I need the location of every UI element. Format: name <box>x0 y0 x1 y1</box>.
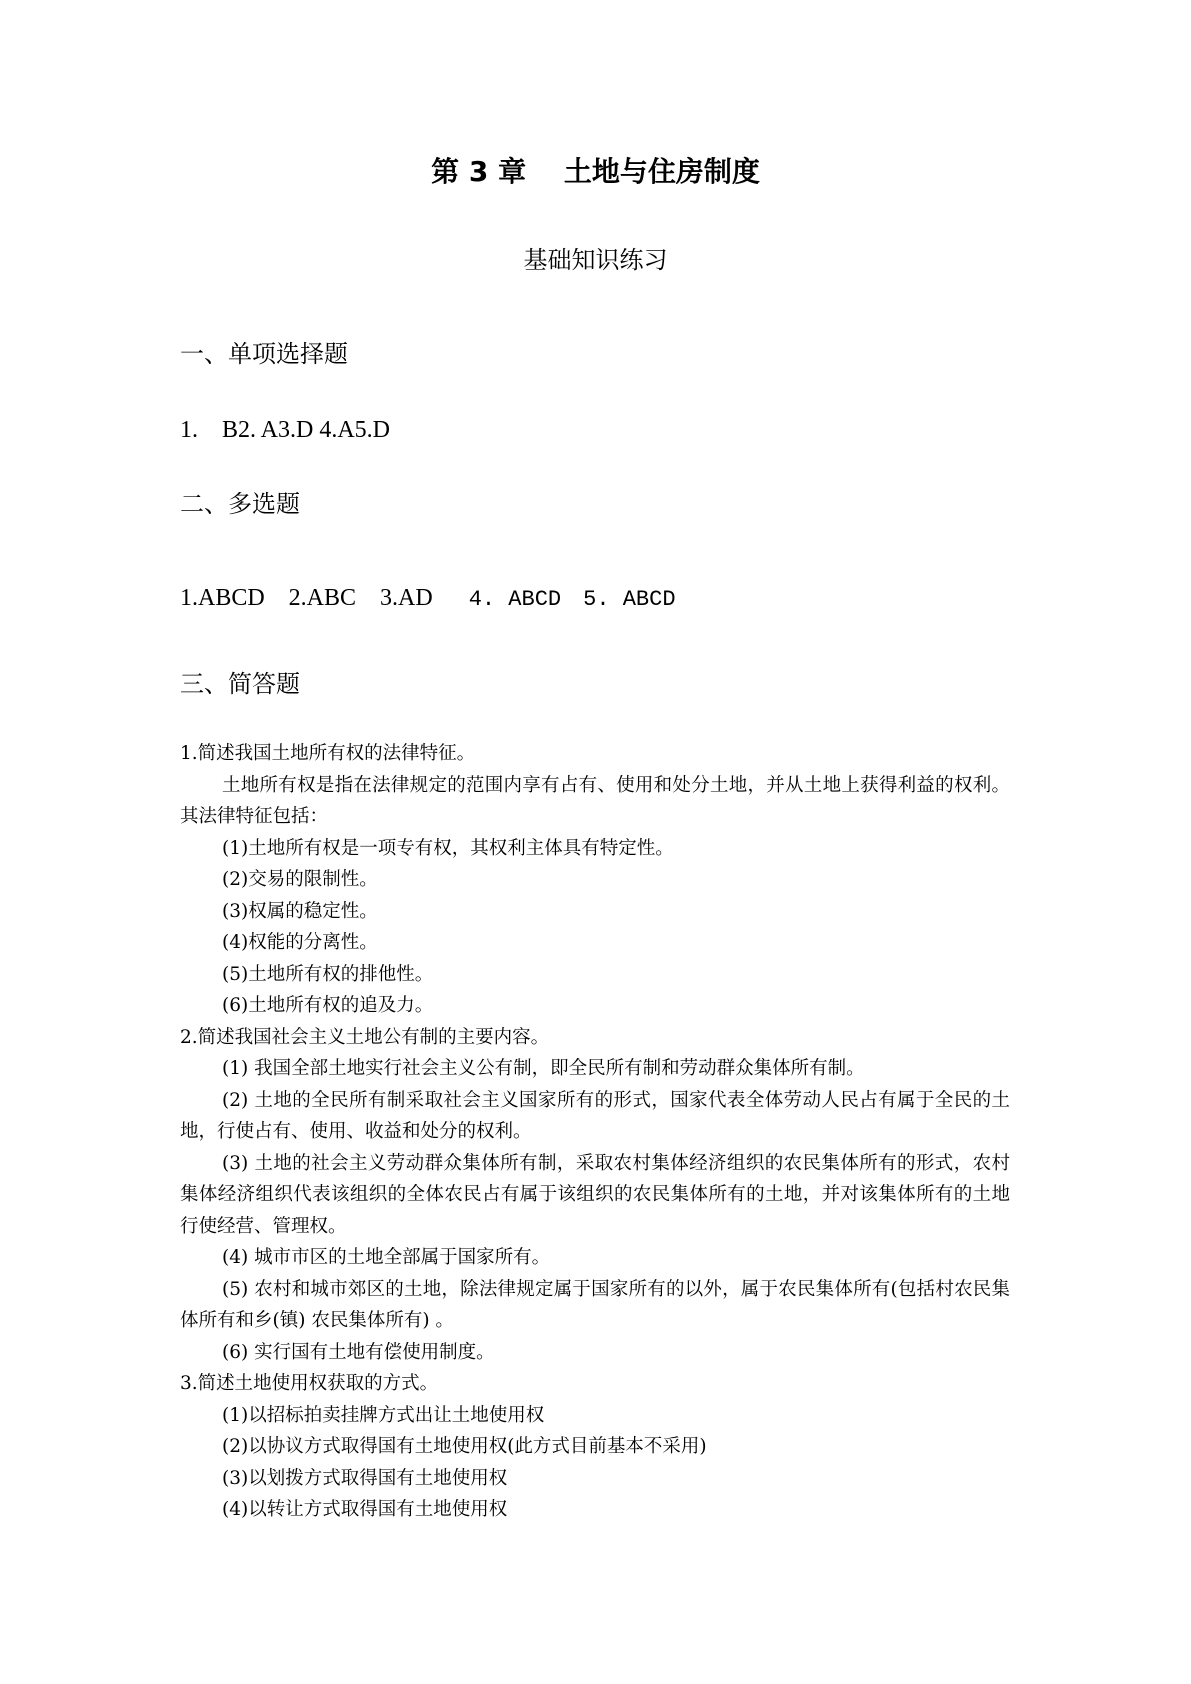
answer-item: (3) 土地的社会主义劳动群众集体所有制，采取农村集体经济组织的农民集体所有的形式，农村集体经济组织代表该组织的全体农民占有属于该组织的农民集体所有的土地，并对该集体所有的土地行使经营、管理权。 <box>180 1152 1010 1237</box>
answer-item: (1)土地所有权是一项专有权，其权利主体具有特定性。 <box>222 837 674 859</box>
answer-item: (2)以协议方式取得国有土地使用权(此方式目前基本不采用) <box>222 1436 707 1457</box>
short-answer-heading: 三、简答题 <box>180 670 300 698</box>
answer-item: (6) 实行国有土地有偿使用制度。 <box>222 1341 495 1363</box>
answer-item: (3)权属的稳定性。 <box>222 900 378 922</box>
multi-choice-heading: 二、多选题 <box>180 490 300 518</box>
answer-item: (1)以招标拍卖挂牌方式出让土地使用权 <box>222 1404 545 1426</box>
answer-item: (2)交易的限制性。 <box>222 869 378 890</box>
answer-item: (4) 城市市区的土地全部属于国家所有。 <box>222 1247 551 1268</box>
chapter-title: 第 3 章 土地与住房制度 <box>431 155 760 188</box>
section-subtitle: 基础知识练习 <box>523 246 668 274</box>
multi-choice-answers <box>180 577 676 612</box>
answer-item: (4)以转让方式取得国有土地使用权 <box>222 1499 508 1520</box>
multi-choice-answers-b: 4. ABCD 5. ABCD <box>468 587 676 612</box>
answer-item: (2) 土地的全民所有制采取社会主义国家所有的形式，国家代表全体劳动人民占有属于全民的土地，行使占有、使用、收益和处分的权利。 <box>180 1089 1010 1142</box>
answer-item: (3)以划拨方式取得国有土地使用权 <box>222 1467 508 1489</box>
question-title: 1.简述我国土地所有权的法律特征。 <box>180 743 476 764</box>
question-title: 2.简述我国社会主义土地公有制的主要内容。 <box>180 1026 550 1048</box>
answer-item: (5)土地所有权的排他性。 <box>222 963 434 985</box>
answer-item: (1) 我国全部土地实行社会主义公有制，即全民所有制和劳动群众集体所有制。 <box>222 1058 865 1079</box>
answer-item: (5) 农村和城市郊区的土地，除法律规定属于国家所有的以外，属于农民集体所有(包括村农民集体所有和乡(镇) 农民集体所有) 。 <box>180 1278 1010 1331</box>
short-answer-body <box>180 738 1010 1526</box>
multi-choice-answers-a: 1.ABCD 2.ABC 3.AD <box>180 585 433 611</box>
question-title: 3.简述土地使用权获取的方式。 <box>180 1373 439 1394</box>
question-paragraph: 土地所有权是指在法律规定的范围内享有占有、使用和处分土地，并从土地上获得利益的权利。其法律特征包括： <box>180 774 1010 827</box>
single-choice-answers: 1. B2. A3.D 4.A5.D <box>180 417 391 443</box>
answer-item: (6)土地所有权的追及力。 <box>222 995 434 1016</box>
single-choice-heading: 一、单项选择题 <box>180 340 348 368</box>
answer-item: (4)权能的分离性。 <box>222 932 378 953</box>
